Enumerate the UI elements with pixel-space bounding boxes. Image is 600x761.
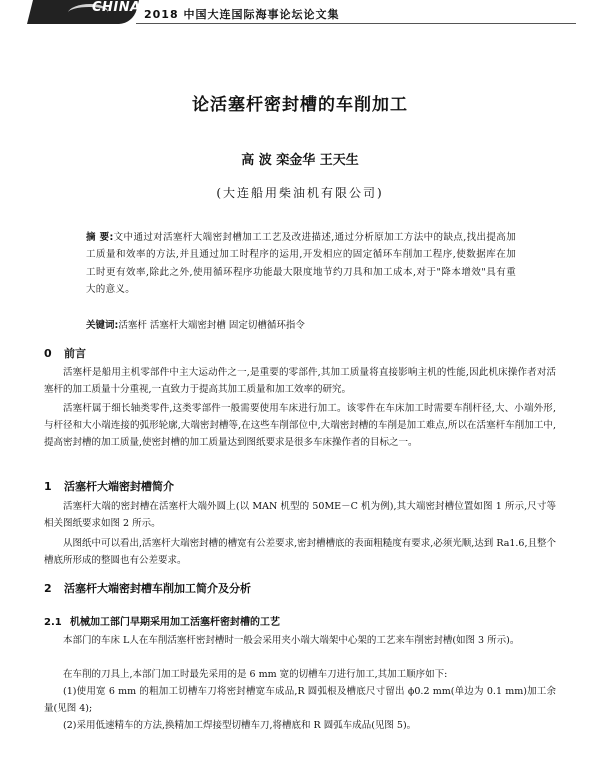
paper-authors: 高 波 栾金华 王天生 xyxy=(241,153,359,168)
section-number: 2 xyxy=(44,582,52,595)
section-number: 1 xyxy=(44,480,52,493)
paragraph: (2)采用低速精车的方法,换精加工焊接型切槽车刀,将槽底和 R 圆弧车成品(见图 5)。 xyxy=(63,720,417,731)
logo-text: CHINA xyxy=(92,0,141,15)
running-header xyxy=(0,0,600,30)
abstract xyxy=(86,229,516,299)
paragraph: (1)使用宽 6 mm 的粗加工切槽车刀将密封槽宽车成品,R 圆弧根及槽底尺寸留出 ϕ0.2 mm(单边为 0.1 mm)加工余量(见图 4); xyxy=(44,686,556,714)
section-number: 2.1 xyxy=(44,617,62,628)
subsection-heading xyxy=(44,613,280,628)
section-heading xyxy=(44,580,251,596)
keywords-label: 关键词: xyxy=(86,320,119,331)
abstract-text: 文中通过对活塞杆大端密封槽加工工艺及改进描述,通过分析原加工方法中的缺点,找出提高加工质量和效率的方法,并且通过加工时程序的运用,开发相应的固定循环车削加工程序,使数据库在加工时更有效率,除此之外,使用循环程序功能最大限度地节约刀具和加工成本,对于"降本增效"具有重大的意义。 xyxy=(86,232,516,296)
paper-title: 论活塞杆密封槽的车削加工 xyxy=(192,95,408,115)
paragraph: 在车削的刀具上,本部门加工时最先采用的是 6 mm 宽的切槽车刀进行加工,其加工顺序如下: xyxy=(63,669,448,680)
section-heading xyxy=(44,345,86,361)
section-title: 活塞杆大端密封槽简介 xyxy=(64,480,174,493)
paragraph: 活塞杆属于细长轴类零件,这类零部件一般需要使用车床进行加工。该零件在车床加工时需要车削杆径,大、小端外形,与杆径和大小端连接的弧形轮廓,大端密封槽等,在这些车削部位中,大端密封槽的车削是加工难点,所以在活塞杆车削加工中,提高密封槽的加工质量,使密封槽的加工质量达到图纸要求是很多车床操作者的目标之一。 xyxy=(44,403,556,448)
keywords-text: 活塞杆 活塞杆大端密封槽 固定切槽循环指令 xyxy=(118,320,305,331)
section-heading xyxy=(44,478,174,494)
section-title: 机械加工部门早期采用加工活塞杆密封槽的工艺 xyxy=(70,617,280,628)
journal-title: 2018 中国大连国际海事论坛论文集 xyxy=(144,8,340,21)
paragraph: 活塞杆大端的密封槽在活塞杆大端外圆上(以 MAN 机型的 50ME－C 机为例),其大端密封槽位置如图 1 所示,尺寸等相关图纸要求如图 2 所示。 xyxy=(44,501,556,529)
section-number: 0 xyxy=(44,347,52,360)
paragraph: 活塞杆是船用主机零部件中主大运动件之一,是重要的零部件,其加工质量将直接影响主机的性能,因此机床操作者对活塞杆的加工质量十分重视,一直致力于提高其加工质量和加工效率的研究。 xyxy=(44,367,556,395)
abstract-label: 摘 要: xyxy=(86,232,114,243)
paper-affiliation: (大连船用柴油机有限公司) xyxy=(216,186,384,200)
paragraph: 本部门的车床 L人在车削活塞杆密封槽时一般会采用夹小端大端架中心架的工艺来车削密封槽(如图 3 所示)。 xyxy=(63,635,520,646)
section-title: 前言 xyxy=(64,347,86,360)
keywords xyxy=(86,318,516,334)
section-title: 活塞杆大端密封槽车削加工简介及分析 xyxy=(64,582,251,595)
header-divider xyxy=(136,23,576,24)
paragraph: 从图纸中可以看出,活塞杆大端密封槽的槽宽有公差要求,密封槽槽底的表面粗糙度有要求,必须光顺,达到 Ra1.6,且整个槽底所形成的整圆也有公差要求。 xyxy=(44,538,556,566)
